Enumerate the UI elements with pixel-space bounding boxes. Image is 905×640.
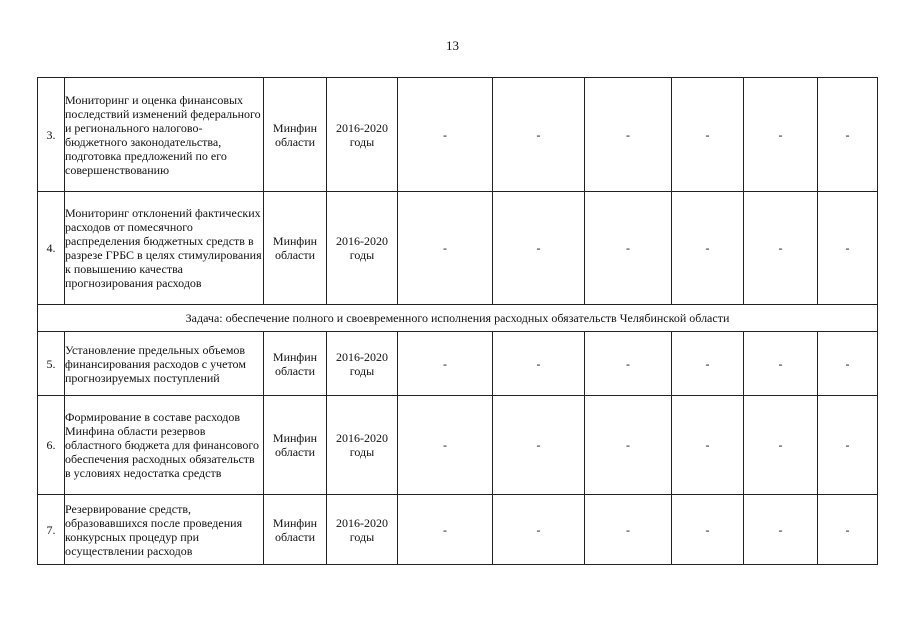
row-value: - [818, 192, 878, 305]
row-executor: Минфин области [264, 495, 327, 565]
row-term: 2016-2020 годы [327, 495, 398, 565]
table-row [38, 495, 878, 565]
row-value: - [398, 332, 493, 396]
row-number: 5. [38, 332, 65, 396]
row-value: - [493, 78, 585, 192]
row-value: - [493, 396, 585, 495]
row-value: - [493, 495, 585, 565]
plan-table [37, 77, 878, 565]
table-row [38, 78, 878, 192]
page-number: 13 [446, 38, 459, 53]
row-value: - [585, 192, 672, 305]
row-number: 4. [38, 192, 65, 305]
row-value: - [585, 495, 672, 565]
row-executor: Минфин области [264, 78, 327, 192]
row-value: - [398, 192, 493, 305]
row-description: Мониторинг и оценка финансовых последствий изменений федерального и регионального налогово-бюджетного законодательства, подготовка предложений по его совершенствованию [65, 78, 264, 192]
row-value: - [818, 332, 878, 396]
row-value: - [398, 495, 493, 565]
row-executor: Минфин области [264, 396, 327, 495]
row-value: - [398, 396, 493, 495]
row-value: - [744, 78, 818, 192]
row-value: - [818, 396, 878, 495]
row-value: - [672, 78, 744, 192]
row-value: - [744, 192, 818, 305]
row-executor: Минфин области [264, 332, 327, 396]
table-row [38, 332, 878, 396]
row-number: 7. [38, 495, 65, 565]
row-description: Формирование в составе расходов Минфина области резервов областного бюджета для финансового обеспечения расходных обязательств в условиях недостатка средств [65, 396, 264, 495]
row-value: - [585, 78, 672, 192]
row-description: Мониторинг отклонений фактических расходов от помесячного распределения бюджетных средств в разрезе ГРБС в целях стимулирования к повышению качества прогнозирования расходов [65, 192, 264, 305]
row-number: 3. [38, 78, 65, 192]
row-value: - [818, 78, 878, 192]
row-term: 2016-2020 годы [327, 192, 398, 305]
row-term: 2016-2020 годы [327, 396, 398, 495]
row-description: Установление предельных объемов финансирования расходов с учетом прогнозируемых поступлений [65, 332, 264, 396]
row-value: - [493, 192, 585, 305]
row-value: - [672, 396, 744, 495]
row-value: - [744, 396, 818, 495]
row-value: - [672, 192, 744, 305]
row-description: Резервирование средств, образовавшихся после проведения конкурсных процедур при осуществлении расходов [65, 495, 264, 565]
row-value: - [585, 332, 672, 396]
row-value: - [818, 495, 878, 565]
row-executor: Минфин области [264, 192, 327, 305]
row-number: 6. [38, 396, 65, 495]
table-row [38, 192, 878, 305]
row-value: - [398, 78, 493, 192]
row-value: - [585, 396, 672, 495]
task-heading: Задача: обеспечение полного и своевременного исполнения расходных обязательств Челябинской области [38, 305, 878, 332]
table-row [38, 396, 878, 495]
row-value: - [672, 332, 744, 396]
row-value: - [744, 495, 818, 565]
row-value: - [744, 332, 818, 396]
row-value: - [493, 332, 585, 396]
row-term: 2016-2020 годы [327, 332, 398, 396]
task-row [38, 305, 878, 332]
row-term: 2016-2020 годы [327, 78, 398, 192]
row-value: - [672, 495, 744, 565]
